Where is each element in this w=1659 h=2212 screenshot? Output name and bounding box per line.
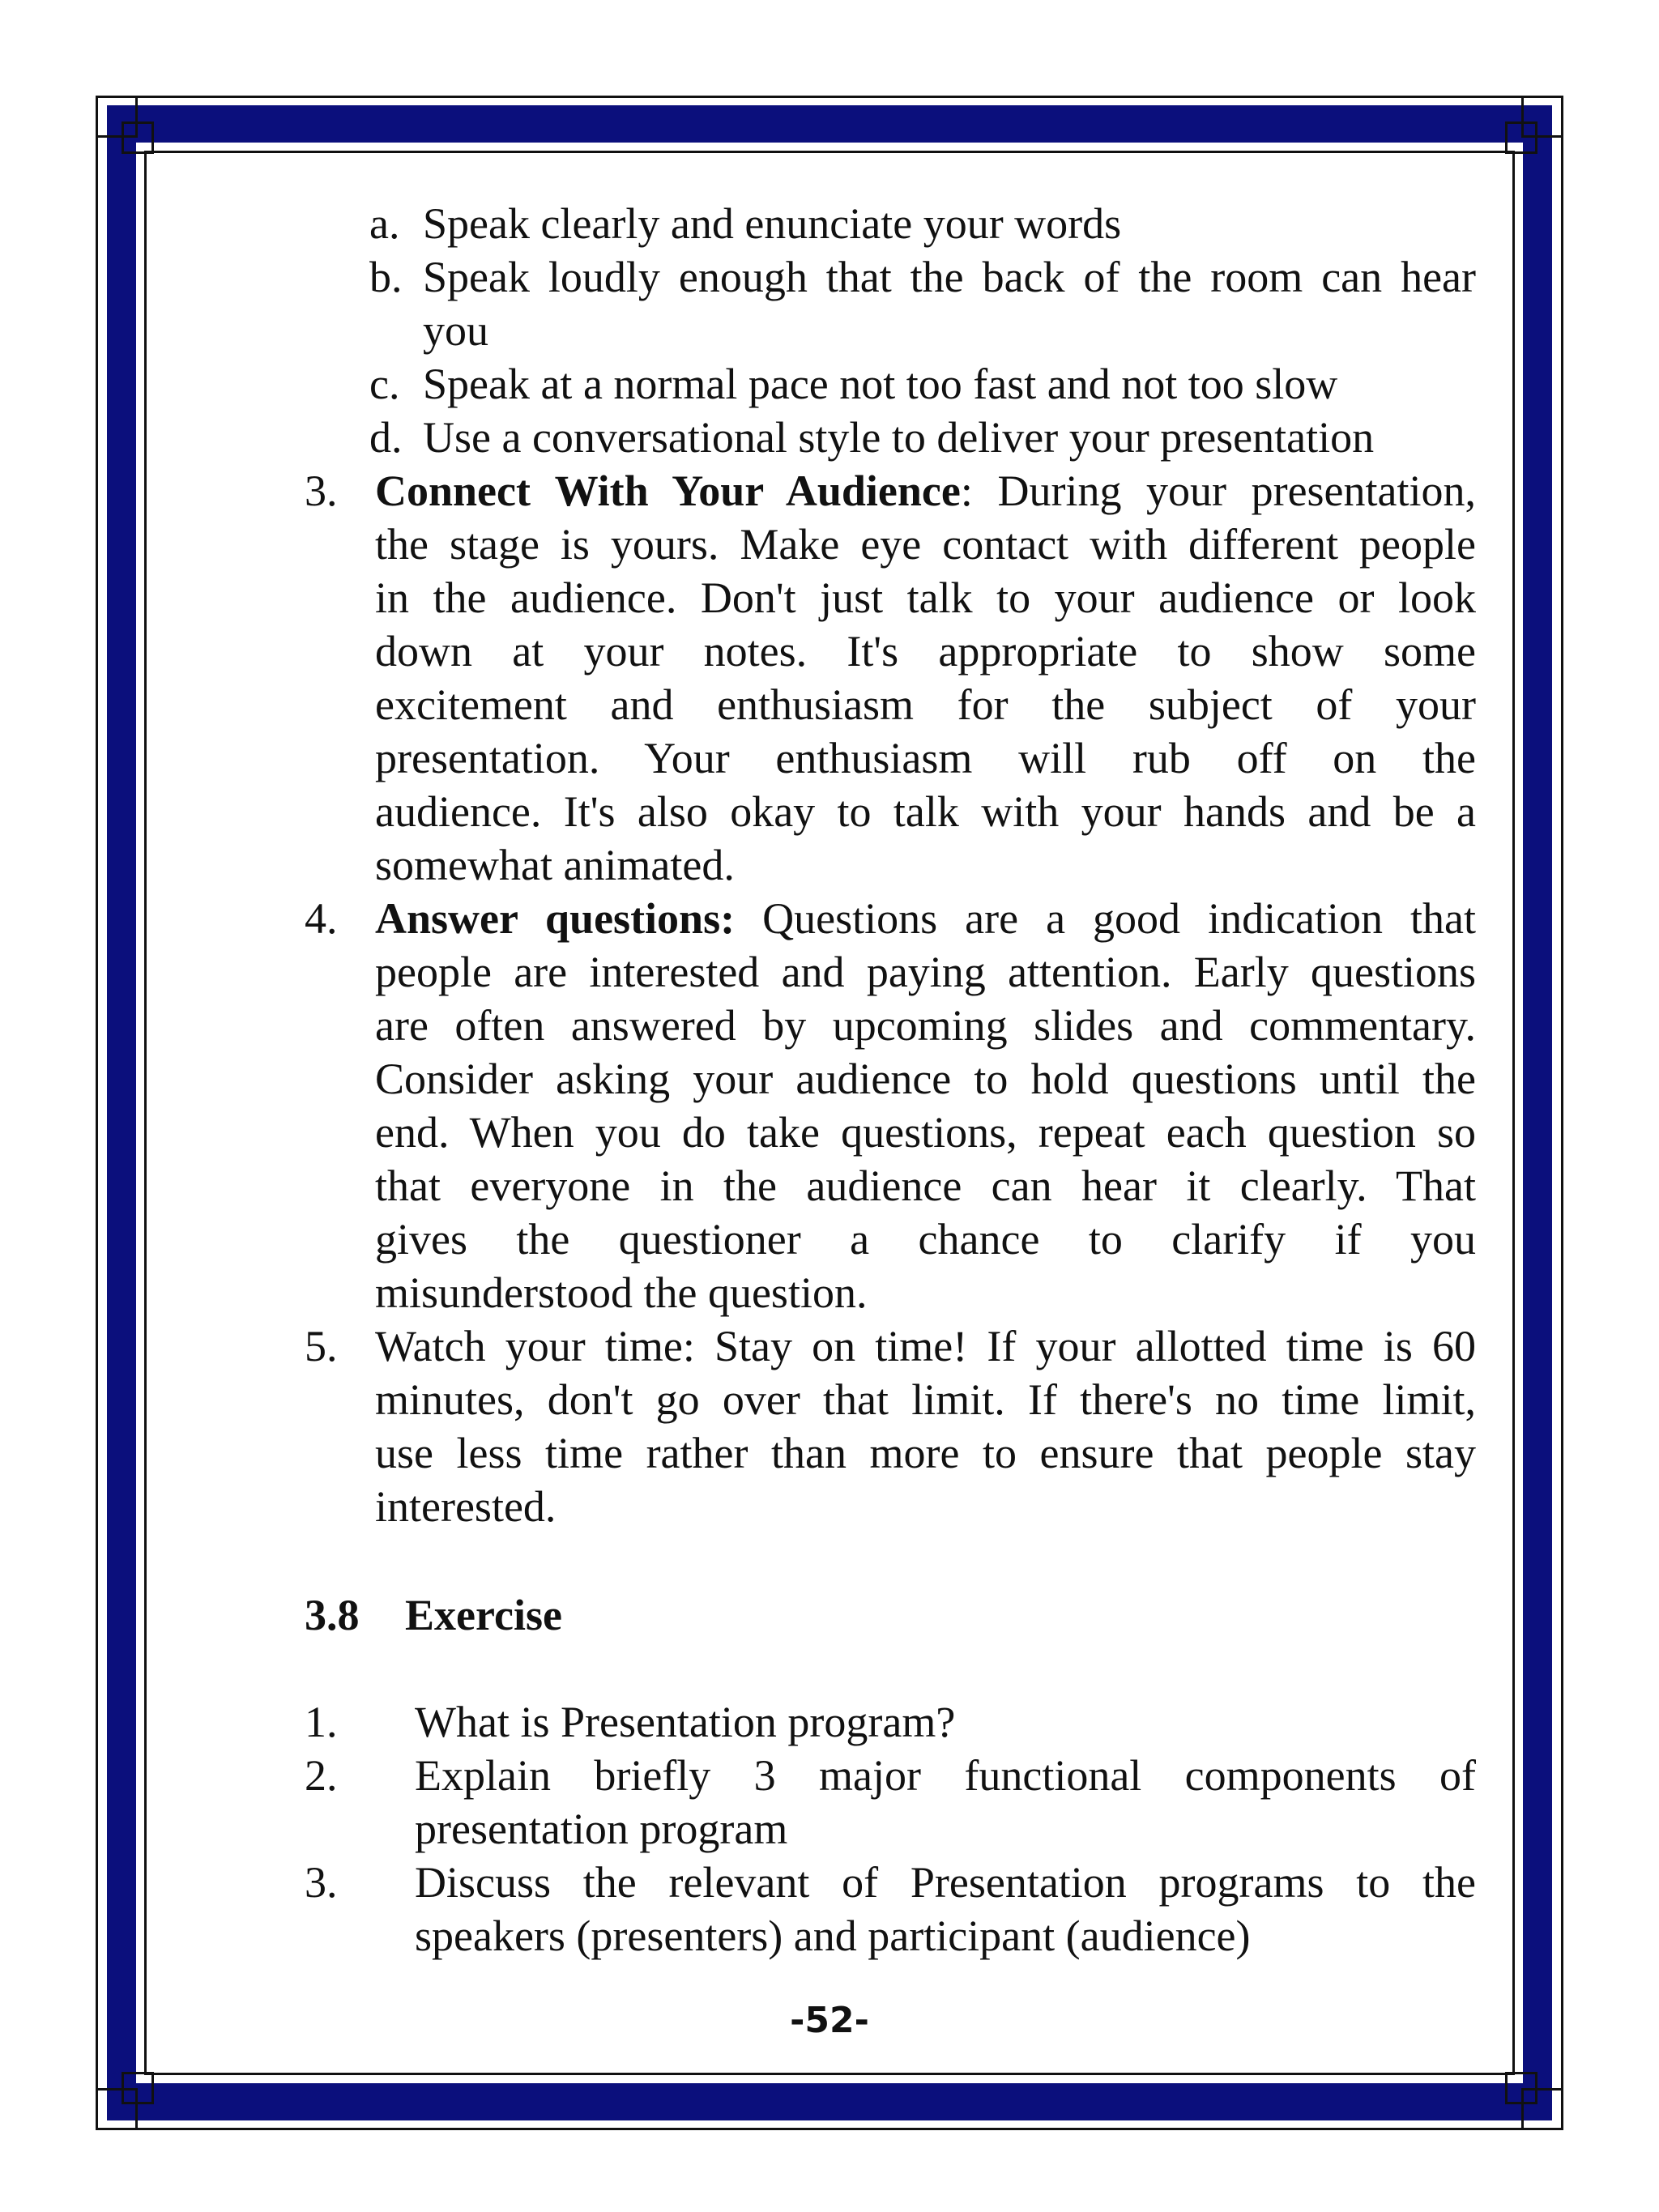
list-marker: 4.: [305, 894, 338, 943]
list-item-text: presentation. Your enthusiasm will rub off on the: [375, 734, 1476, 782]
list-item-text: are often answered by upcoming slides and commentary.: [375, 1001, 1476, 1050]
list-item-text: end. When you do take questions, repeat each question so: [375, 1108, 1476, 1157]
item-first-text: Questions are a good indication that: [735, 894, 1477, 943]
list-marker: d.: [369, 413, 403, 462]
list-item-text: excitement and enthusiasm for the subject of your: [375, 680, 1476, 729]
list-item-text: interested.: [375, 1482, 557, 1531]
list-item-text: that everyone in the audience can hear it clearly. That: [375, 1161, 1476, 1210]
section-number: 3.8: [305, 1591, 360, 1639]
border-navy-bottom: [107, 2083, 1552, 2120]
page-number: -52-: [790, 2000, 869, 2041]
list-marker: b.: [369, 253, 403, 301]
list-item-text: people are interested and paying attention. Early questions: [375, 948, 1476, 996]
list-marker: 3.: [305, 467, 338, 515]
item-first-text: During your presentation,: [972, 467, 1476, 515]
list-item-text: in the audience. Don't just talk to your audience or look: [375, 573, 1476, 622]
list-marker: a.: [369, 199, 400, 248]
corner-ornament-top-left-inner: [122, 121, 154, 154]
list-item-first-line: [375, 892, 1476, 945]
list-item-text: Speak at a normal pace not too fast and not too slow: [423, 360, 1338, 408]
list-item-text: somewhat animated.: [375, 841, 735, 889]
list-marker: 1.: [305, 1698, 338, 1746]
corner-ornament-bottom-left-inner: [122, 2072, 154, 2104]
list-marker: 2.: [305, 1751, 338, 1800]
list-item-text: use less time rather than more to ensure that people stay: [375, 1429, 1476, 1477]
list-item-text: the stage is yours. Make eye contact with different people: [375, 520, 1476, 569]
list-item-text: gives the questioner a chance to clarify if you: [375, 1215, 1476, 1264]
corner-ornament-top-right-inner: [1505, 121, 1537, 154]
exercise-question: Explain briefly 3 major functional components of: [415, 1751, 1476, 1800]
corner-ornament-bottom-right-inner: [1505, 2072, 1537, 2104]
list-marker: 3.: [305, 1858, 338, 1907]
list-item-text: Use a conversational style to deliver your presentation: [423, 413, 1375, 462]
list-item-text: you: [423, 306, 488, 355]
list-item-text: Speak clearly and enunciate your words: [423, 199, 1122, 248]
exercise-question: presentation program: [415, 1805, 788, 1853]
exercise-question: What is Presentation program?: [415, 1698, 956, 1746]
border-navy-left: [107, 105, 136, 2120]
exercise-question: Discuss the relevant of Presentation programs to the: [415, 1858, 1476, 1907]
section-title: Exercise: [405, 1591, 562, 1639]
list-marker: c.: [369, 360, 400, 408]
list-item-text: down at your notes. It's appropriate to show some: [375, 627, 1476, 676]
list-item-first-line: [375, 464, 1476, 518]
list-item-text: minutes, don't go over that limit. If there's no time limit,: [375, 1375, 1476, 1424]
exercise-question: speakers (presenters) and participant (audience): [415, 1912, 1251, 1960]
list-item-text: misunderstood the question.: [375, 1268, 868, 1317]
list-item-text: Consider asking your audience to hold questions until the: [375, 1055, 1476, 1103]
list-item-text: Speak loudly enough that the back of the room can hear: [423, 253, 1476, 301]
list-marker: 5.: [305, 1322, 338, 1370]
item-title: Connect With Your Audience: [375, 467, 961, 515]
list-item-text: audience. It's also okay to talk with your hands and be a: [375, 787, 1476, 836]
item-title: Answer questions:: [375, 894, 736, 943]
border-navy-top: [107, 105, 1552, 143]
item-title-separator: :: [960, 467, 973, 515]
list-item-text: Watch your time: Stay on time! If your allotted time is 60: [375, 1322, 1476, 1370]
border-navy-right: [1523, 105, 1552, 2120]
